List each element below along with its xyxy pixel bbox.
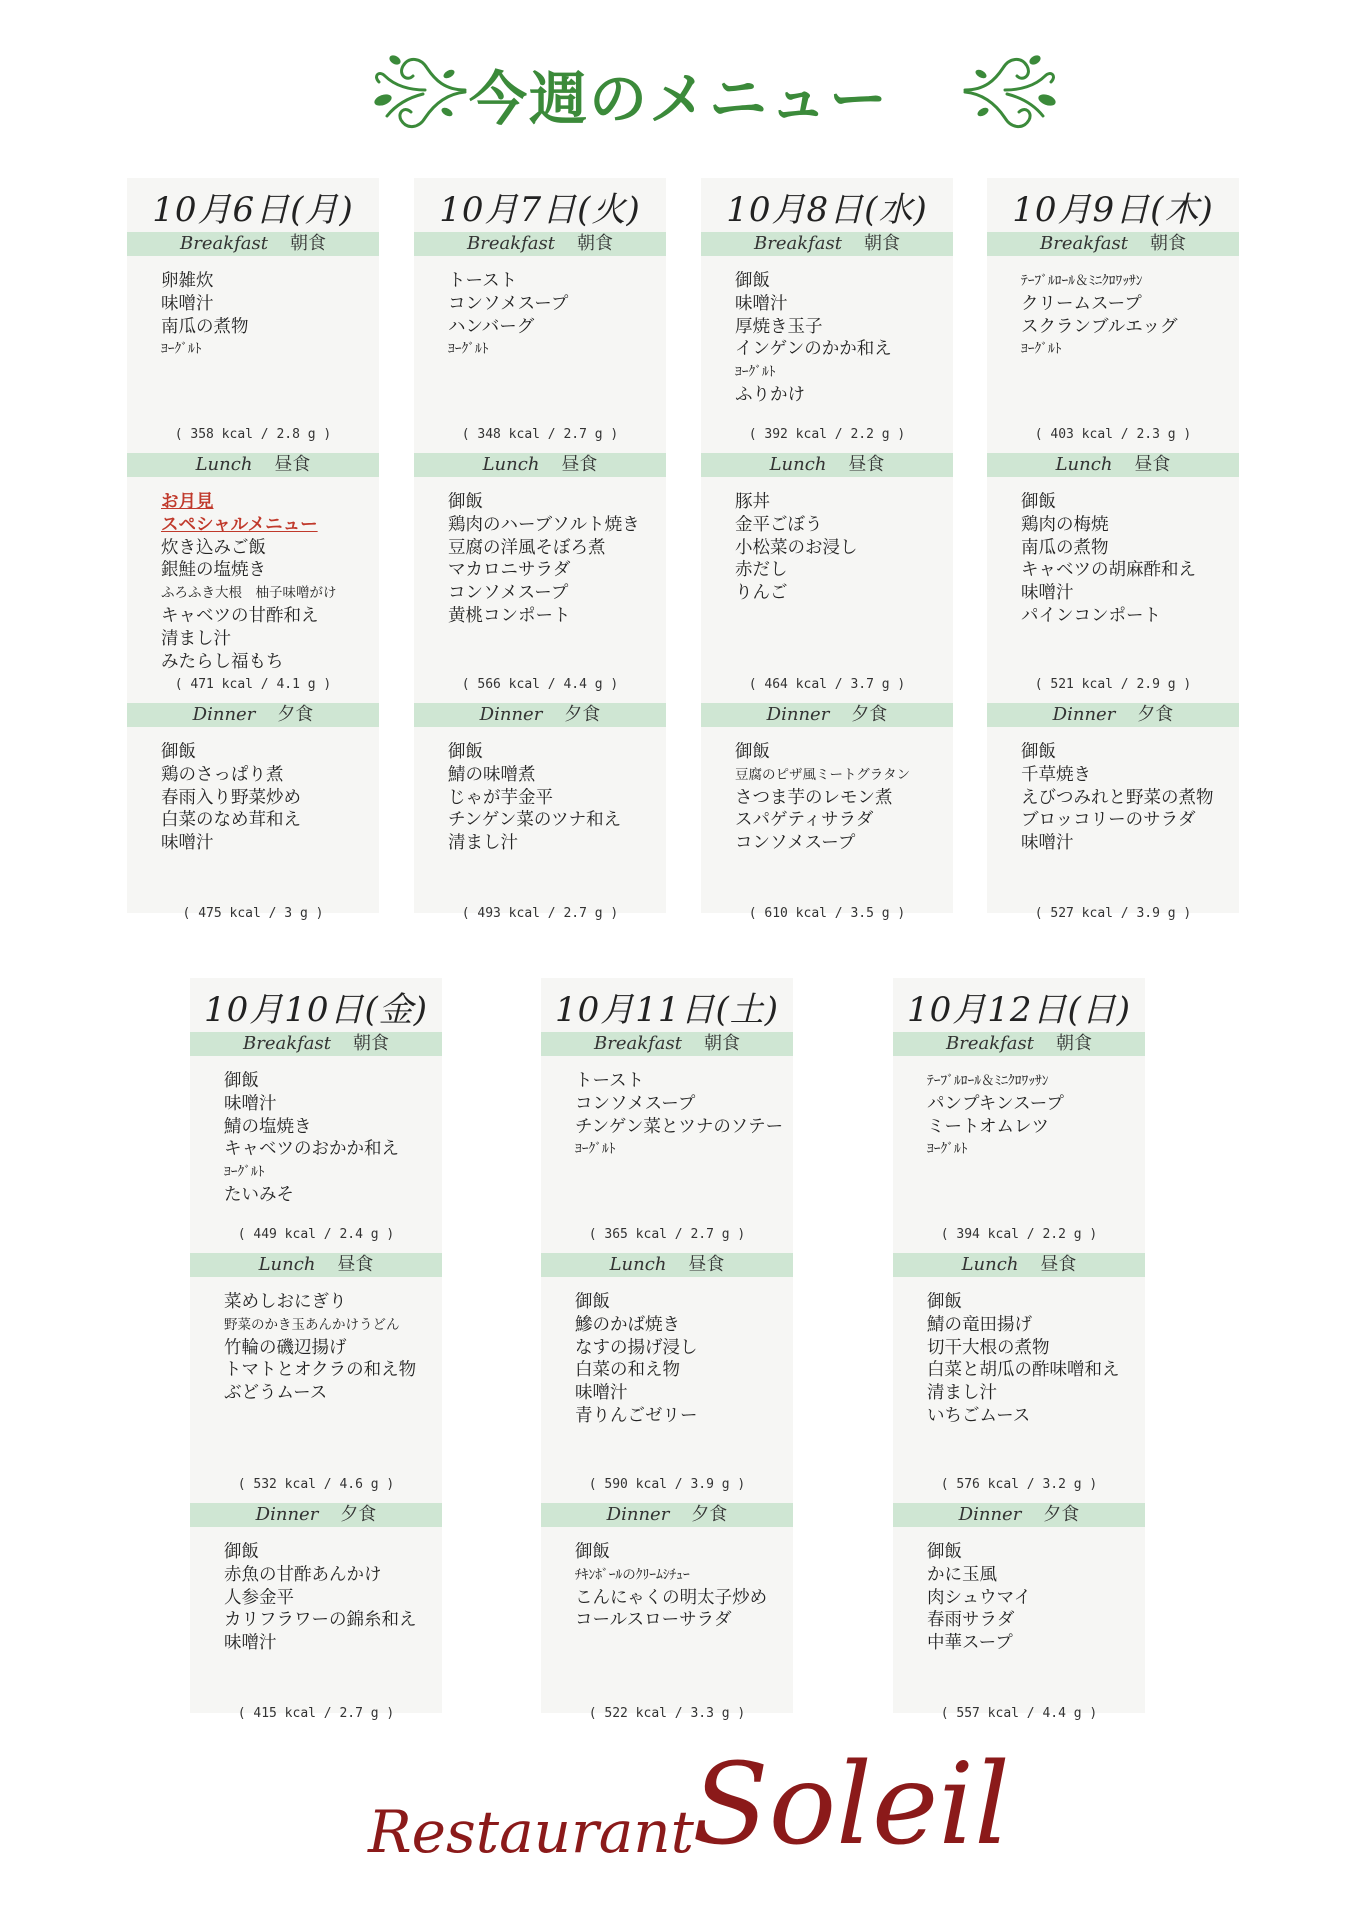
menu-item: 御飯 bbox=[224, 1071, 259, 1091]
menu-item: じゃが芋金平 bbox=[448, 787, 553, 808]
menu-item: 竹輪の磯辺揚げ bbox=[224, 1337, 347, 1358]
menu-item: 御飯 bbox=[448, 492, 483, 512]
breakfast-header bbox=[987, 232, 1239, 256]
breakfast-items bbox=[575, 1070, 789, 1161]
menu-item: ﾖｰｸﾞﾙﾄ bbox=[224, 1164, 265, 1181]
breakfast-items bbox=[224, 1070, 438, 1207]
day-card bbox=[987, 178, 1239, 921]
lunch-nutrition: ( 532 kcal / 4.6 g ) bbox=[237, 1477, 395, 1492]
breakfast-nutrition: ( 449 kcal / 2.4 g ) bbox=[237, 1227, 395, 1242]
menu-item: 味噌汁 bbox=[735, 293, 788, 314]
menu-item: 人参金平 bbox=[224, 1587, 294, 1608]
menu-item: キャベツの胡麻酢和え bbox=[1021, 560, 1196, 581]
lunch-header bbox=[893, 1253, 1145, 1277]
menu-item: 赤魚の甘酢あんかけ bbox=[224, 1564, 382, 1585]
day-date: 10月11日(土) bbox=[554, 990, 780, 1030]
breakfast-label-jp: 朝食 bbox=[864, 233, 900, 254]
menu-item: 御飯 bbox=[161, 742, 196, 762]
dinner-label-en: Dinner bbox=[1052, 704, 1116, 725]
menu-item: 御飯 bbox=[1021, 742, 1056, 762]
menu-item: ﾖｰｸﾞﾙﾄ bbox=[735, 364, 776, 381]
menu-item: 清まし汁 bbox=[161, 628, 231, 649]
dinner-header bbox=[987, 703, 1239, 727]
lunch-label-jp: 昼食 bbox=[688, 1254, 725, 1275]
breakfast-label-en: Breakfast bbox=[467, 233, 555, 254]
page-title: 今週のメニュー bbox=[468, 65, 889, 133]
menu-item: みたらし福もち bbox=[161, 651, 284, 672]
dinner-label-jp: 夕食 bbox=[564, 704, 601, 725]
menu-item: お月見 bbox=[161, 492, 214, 512]
menu-item: パンプキンスープ bbox=[927, 1093, 1064, 1114]
menu-item: さつま芋のレモン煮 bbox=[735, 787, 893, 808]
menu-item: 御飯 bbox=[927, 1292, 962, 1312]
menu-item: 清まし汁 bbox=[927, 1383, 997, 1404]
menu-item: りんご bbox=[735, 583, 788, 604]
day-card bbox=[541, 978, 793, 1721]
menu-item: 鶏のさっぱり煮 bbox=[161, 764, 284, 785]
menu-item: ﾖｰｸﾞﾙﾄ bbox=[575, 1141, 616, 1158]
lunch-label-en: Lunch bbox=[609, 1254, 667, 1275]
breakfast-nutrition: ( 394 kcal / 2.2 g ) bbox=[940, 1227, 1098, 1242]
lunch-label-jp: 昼食 bbox=[274, 454, 311, 475]
title-area bbox=[0, 40, 1358, 140]
menu-item: 炊き込みご飯 bbox=[161, 537, 266, 558]
breakfast-label-en: Breakfast bbox=[243, 1033, 331, 1054]
dinner-nutrition: ( 415 kcal / 2.7 g ) bbox=[237, 1706, 395, 1721]
menu-item: こんにゃくの明太子炒め bbox=[575, 1587, 768, 1608]
lunch-label-jp: 昼食 bbox=[1040, 1254, 1077, 1275]
breakfast-label-jp: 朝食 bbox=[1056, 1033, 1092, 1054]
lunch-label-jp: 昼食 bbox=[561, 454, 598, 475]
dinner-header bbox=[127, 703, 379, 727]
menu-item: たいみそ bbox=[224, 1184, 294, 1205]
dinner-nutrition: ( 610 kcal / 3.5 g ) bbox=[748, 906, 906, 921]
menu-item: 赤だし bbox=[735, 560, 788, 581]
lunch-label-en: Lunch bbox=[482, 454, 540, 475]
menu-item: ﾃｰﾌﾞﾙﾛｰﾙ＆ﾐﾆｸﾛﾜｯｻﾝ bbox=[1021, 273, 1143, 289]
day-date: 10月9日(木) bbox=[1012, 190, 1214, 230]
dinner-label-jp: 夕食 bbox=[340, 1504, 377, 1525]
day-date: 10月12日(日) bbox=[906, 990, 1132, 1030]
breakfast-items bbox=[448, 270, 662, 361]
breakfast-nutrition: ( 358 kcal / 2.8 g ) bbox=[174, 427, 332, 442]
menu-item: 中華スープ bbox=[927, 1633, 1013, 1654]
breakfast-header bbox=[701, 232, 953, 256]
menu-item: 南瓜の煮物 bbox=[1021, 537, 1109, 558]
lunch-nutrition: ( 590 kcal / 3.9 g ) bbox=[588, 1477, 746, 1492]
menu-item: マカロニサラダ bbox=[448, 560, 571, 581]
lunch-header bbox=[701, 453, 953, 477]
breakfast-label-en: Breakfast bbox=[1040, 233, 1128, 254]
breakfast-label-jp: 朝食 bbox=[577, 233, 613, 254]
lunch-header bbox=[127, 453, 379, 477]
lunch-items bbox=[575, 1291, 789, 1428]
menu-item: 味噌汁 bbox=[575, 1383, 628, 1404]
dinner-items bbox=[161, 741, 375, 855]
lunch-nutrition: ( 521 kcal / 2.9 g ) bbox=[1034, 677, 1192, 692]
breakfast-items bbox=[735, 270, 949, 407]
dinner-label-jp: 夕食 bbox=[851, 704, 888, 725]
menu-item: 南瓜の煮物 bbox=[161, 316, 249, 337]
menu-item: ﾖｰｸﾞﾙﾄ bbox=[1021, 341, 1062, 358]
breakfast-label-en: Breakfast bbox=[594, 1033, 682, 1054]
breakfast-items bbox=[1021, 270, 1235, 361]
vine-ornament-icon bbox=[955, 40, 1065, 140]
menu-item: キャベツのおかか和え bbox=[224, 1139, 399, 1160]
breakfast-label-en: Breakfast bbox=[946, 1033, 1034, 1054]
dinner-label-en: Dinner bbox=[255, 1504, 319, 1525]
dinner-header bbox=[190, 1503, 442, 1527]
breakfast-label-en: Breakfast bbox=[180, 233, 268, 254]
menu-item: 味噌汁 bbox=[1021, 833, 1074, 854]
lunch-label-en: Lunch bbox=[1055, 454, 1113, 475]
menu-item: 鰺のかば焼き bbox=[575, 1314, 680, 1335]
breakfast-header bbox=[414, 232, 666, 256]
menu-item: 味噌汁 bbox=[161, 833, 214, 854]
menu-item: キャベツの甘酢和え bbox=[161, 605, 319, 626]
dinner-label-en: Dinner bbox=[479, 704, 543, 725]
menu-item: 白菜の和え物 bbox=[575, 1360, 680, 1381]
lunch-nutrition: ( 464 kcal / 3.7 g ) bbox=[748, 677, 906, 692]
breakfast-label-en: Breakfast bbox=[754, 233, 842, 254]
menu-item: スペシャルメニュー bbox=[161, 514, 318, 535]
lunch-label-en: Lunch bbox=[258, 1254, 316, 1275]
menu-item: 菜めしおにぎり bbox=[224, 1292, 347, 1312]
menu-item: 白菜のなめ茸和え bbox=[161, 810, 301, 831]
menu-item: 清まし汁 bbox=[448, 833, 518, 854]
dinner-nutrition: ( 493 kcal / 2.7 g ) bbox=[461, 906, 619, 921]
menu-item: 小松菜のお浸し bbox=[735, 537, 858, 558]
lunch-label-en: Lunch bbox=[961, 1254, 1019, 1275]
menu-item: ハンバーグ bbox=[448, 316, 535, 337]
menu-item: 鯖の竜田揚げ bbox=[927, 1314, 1032, 1335]
footer-restaurant-label: Restaurant bbox=[368, 1798, 694, 1866]
day-date: 10月7日(火) bbox=[439, 190, 641, 230]
dinner-label-en: Dinner bbox=[606, 1504, 670, 1525]
dinner-items bbox=[224, 1541, 438, 1655]
dinner-items bbox=[448, 741, 662, 855]
lunch-header bbox=[414, 453, 666, 477]
dinner-items bbox=[927, 1541, 1141, 1655]
lunch-label-jp: 昼食 bbox=[1134, 454, 1171, 475]
menu-item: 鶏肉のハーブソルト焼き bbox=[448, 514, 640, 535]
dinner-items bbox=[1021, 741, 1235, 855]
footer-restaurant-name: Soleil bbox=[692, 1740, 1010, 1870]
lunch-label-en: Lunch bbox=[769, 454, 827, 475]
menu-item: 金平ごぼう bbox=[735, 514, 823, 535]
menu-item: トマトとオクラの和え物 bbox=[224, 1360, 417, 1381]
day-date: 10月8日(水) bbox=[726, 190, 928, 230]
breakfast-label-jp: 朝食 bbox=[1150, 233, 1186, 254]
menu-item: ミートオムレツ bbox=[927, 1116, 1049, 1137]
menu-item: 御飯 bbox=[575, 1542, 610, 1562]
menu-item: ぶどうムース bbox=[224, 1383, 328, 1404]
day-card bbox=[701, 178, 953, 921]
lunch-nutrition: ( 471 kcal / 4.1 g ) bbox=[174, 677, 332, 692]
menu-item: ﾖｰｸﾞﾙﾄ bbox=[161, 341, 202, 358]
menu-item: スクランブルエッグ bbox=[1021, 316, 1178, 337]
menu-item: 豆腐のピザ風ミートグラタン bbox=[735, 766, 911, 783]
dinner-header bbox=[541, 1503, 793, 1527]
menu-item: 厚焼き玉子 bbox=[735, 316, 823, 337]
lunch-nutrition: ( 566 kcal / 4.4 g ) bbox=[461, 677, 619, 692]
menu-item: ふりかけ bbox=[735, 384, 805, 405]
menu-item: 卵雑炊 bbox=[161, 271, 214, 291]
menu-item: 味噌汁 bbox=[224, 1633, 277, 1654]
lunch-header bbox=[541, 1253, 793, 1277]
dinner-header bbox=[701, 703, 953, 727]
dinner-label-jp: 夕食 bbox=[1043, 1504, 1080, 1525]
breakfast-label-jp: 朝食 bbox=[290, 233, 326, 254]
menu-item: ふろふき大根 柚子味噌がけ bbox=[161, 585, 337, 602]
menu-item: 御飯 bbox=[1021, 492, 1056, 512]
menu-item: 味噌汁 bbox=[1021, 583, 1074, 604]
dinner-label-jp: 夕食 bbox=[277, 704, 314, 725]
day-date: 10月10日(金) bbox=[203, 990, 429, 1030]
menu-item: 肉シュウマイ bbox=[927, 1587, 1032, 1608]
menu-item: 青りんごゼリー bbox=[575, 1405, 698, 1426]
menu-item: カリフラワーの錦糸和え bbox=[224, 1610, 417, 1631]
lunch-header bbox=[190, 1253, 442, 1277]
dinner-nutrition: ( 475 kcal / 3 g ) bbox=[182, 906, 324, 921]
lunch-items bbox=[224, 1291, 438, 1405]
breakfast-header bbox=[190, 1032, 442, 1056]
lunch-items bbox=[161, 491, 375, 673]
lunch-items bbox=[735, 491, 949, 605]
menu-item: えびつみれと野菜の煮物 bbox=[1021, 787, 1214, 808]
breakfast-nutrition: ( 348 kcal / 2.7 g ) bbox=[461, 427, 619, 442]
menu-item: チンゲン菜のツナ和え bbox=[448, 810, 622, 831]
dinner-items bbox=[735, 741, 949, 855]
menu-item: 御飯 bbox=[448, 742, 483, 762]
breakfast-items bbox=[161, 270, 375, 361]
menu-item: 春雨入り野菜炒め bbox=[161, 787, 301, 808]
lunch-header bbox=[987, 453, 1239, 477]
menu-item: インゲンのかか和え bbox=[735, 339, 892, 360]
dinner-nutrition: ( 527 kcal / 3.9 g ) bbox=[1034, 906, 1192, 921]
day-card bbox=[414, 178, 666, 921]
breakfast-header bbox=[893, 1032, 1145, 1056]
menu-item: クリームスープ bbox=[1021, 293, 1142, 314]
day-card bbox=[190, 978, 442, 1721]
menu-item: 御飯 bbox=[575, 1292, 610, 1312]
dinner-label-en: Dinner bbox=[766, 704, 830, 725]
lunch-label-en: Lunch bbox=[195, 454, 253, 475]
menu-item: 豚丼 bbox=[735, 492, 770, 512]
menu-item: ﾖｰｸﾞﾙﾄ bbox=[927, 1141, 968, 1158]
menu-item: コンソメスープ bbox=[448, 293, 569, 314]
breakfast-nutrition: ( 365 kcal / 2.7 g ) bbox=[588, 1227, 746, 1242]
menu-item: 銀鮭の塩焼き bbox=[161, 560, 266, 581]
lunch-items bbox=[448, 491, 662, 628]
breakfast-nutrition: ( 403 kcal / 2.3 g ) bbox=[1034, 427, 1192, 442]
menu-item: いちごムース bbox=[927, 1405, 1031, 1426]
menu-item: トースト bbox=[448, 271, 518, 291]
breakfast-header bbox=[541, 1032, 793, 1056]
menu-item: 御飯 bbox=[735, 271, 770, 291]
menu-item: 黄桃コンポート bbox=[448, 605, 571, 626]
dinner-label-jp: 夕食 bbox=[1137, 704, 1174, 725]
dinner-label-en: Dinner bbox=[958, 1504, 1022, 1525]
menu-item: 春雨サラダ bbox=[927, 1610, 1015, 1631]
menu-item: 鯖の塩焼き bbox=[224, 1116, 312, 1137]
lunch-label-jp: 昼食 bbox=[337, 1254, 374, 1275]
menu-item: 野菜のかき玉あんかけうどん bbox=[224, 1316, 400, 1333]
menu-item: 切干大根の煮物 bbox=[927, 1337, 1050, 1358]
lunch-items bbox=[927, 1291, 1141, 1428]
menu-item: 味噌汁 bbox=[161, 293, 214, 314]
menu-item: ﾃｰﾌﾞﾙﾛｰﾙ＆ﾐﾆｸﾛﾜｯｻﾝ bbox=[927, 1073, 1049, 1089]
menu-item: チンゲン菜とツナのソテー bbox=[575, 1116, 784, 1137]
menu-item: 御飯 bbox=[927, 1542, 962, 1562]
menu-item: パインコンポート bbox=[1021, 605, 1161, 626]
menu-item: かに玉風 bbox=[927, 1564, 997, 1585]
day-card bbox=[893, 978, 1145, 1721]
day-card bbox=[127, 178, 379, 921]
menu-item: コンソメスープ bbox=[575, 1093, 696, 1114]
menu-item: 豆腐の洋風そぼろ煮 bbox=[448, 537, 606, 558]
menu-item: コールスローサラダ bbox=[575, 1610, 732, 1631]
menu-item: 御飯 bbox=[224, 1542, 259, 1562]
menu-item: コンソメスープ bbox=[448, 583, 569, 604]
dinner-label-jp: 夕食 bbox=[691, 1504, 728, 1525]
menu-item: ﾁｷﾝﾎﾞｰﾙのｸﾘｰﾑｼﾁｭｰ bbox=[575, 1566, 690, 1583]
lunch-label-jp: 昼食 bbox=[848, 454, 885, 475]
breakfast-label-jp: 朝食 bbox=[353, 1033, 389, 1054]
menu-item: 鯖の味噌煮 bbox=[448, 764, 536, 785]
menu-item: トースト bbox=[575, 1071, 645, 1091]
dinner-header bbox=[893, 1503, 1145, 1527]
menu-item: 千草焼き bbox=[1021, 764, 1091, 785]
dinner-nutrition: ( 522 kcal / 3.3 g ) bbox=[588, 1706, 746, 1721]
breakfast-label-jp: 朝食 bbox=[704, 1033, 740, 1054]
dinner-nutrition: ( 557 kcal / 4.4 g ) bbox=[940, 1706, 1098, 1721]
lunch-items bbox=[1021, 491, 1235, 628]
breakfast-items bbox=[927, 1070, 1141, 1161]
menu-item: 鶏肉の梅焼 bbox=[1021, 514, 1109, 535]
menu-item: 味噌汁 bbox=[224, 1093, 277, 1114]
day-date: 10月6日(月) bbox=[152, 190, 354, 230]
restaurant-signature bbox=[0, 1740, 1358, 1880]
menu-item: 御飯 bbox=[735, 742, 770, 762]
menu-item: ブロッコリーのサラダ bbox=[1021, 810, 1196, 831]
menu-item: スパゲティサラダ bbox=[735, 810, 874, 831]
lunch-nutrition: ( 576 kcal / 3.2 g ) bbox=[940, 1477, 1098, 1492]
menu-item: コンソメスープ bbox=[735, 833, 856, 854]
menu-item: ﾖｰｸﾞﾙﾄ bbox=[448, 341, 489, 358]
dinner-items bbox=[575, 1541, 789, 1632]
dinner-label-en: Dinner bbox=[192, 704, 256, 725]
menu-item: なすの揚げ浸し bbox=[575, 1337, 698, 1358]
menu-item: 白菜と胡瓜の酢味噌和え bbox=[927, 1360, 1120, 1381]
dinner-header bbox=[414, 703, 666, 727]
breakfast-header bbox=[127, 232, 379, 256]
breakfast-nutrition: ( 392 kcal / 2.2 g ) bbox=[748, 427, 906, 442]
